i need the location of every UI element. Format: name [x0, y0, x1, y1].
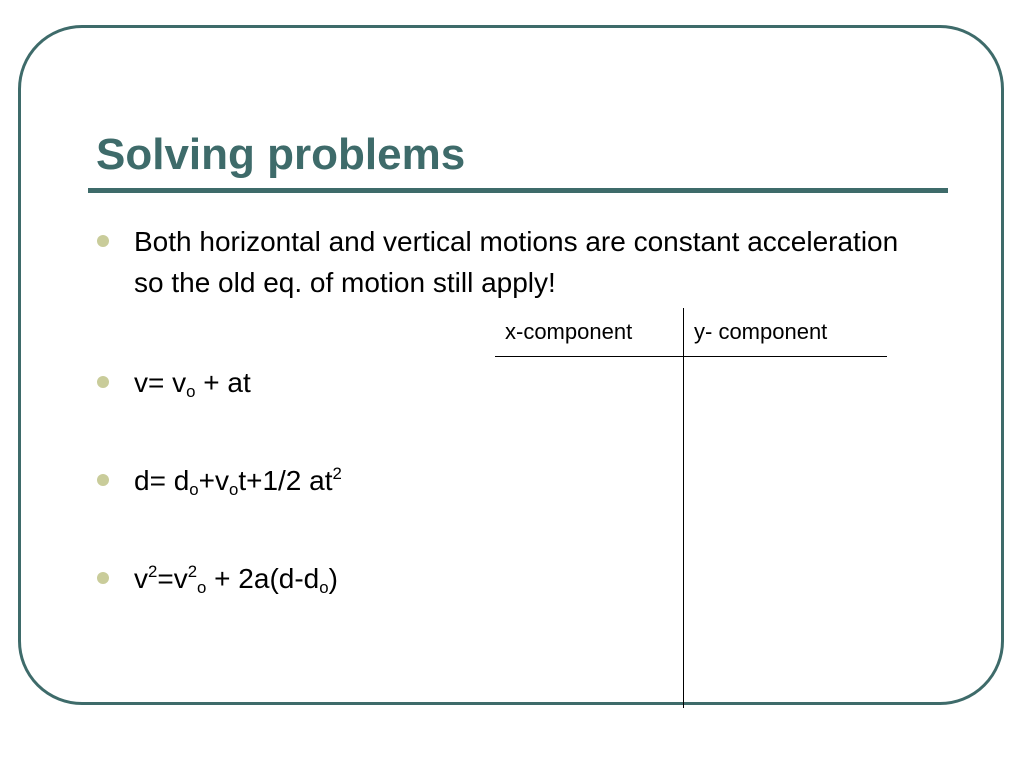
eq-subscript: o: [197, 578, 207, 598]
eq-term: +v: [198, 465, 229, 496]
eq-term: d: [134, 465, 150, 496]
bullet-dot-icon: [97, 235, 109, 247]
eq-subscript: o: [186, 382, 196, 402]
equation-velocity-squared: [134, 562, 338, 598]
equation-velocity: [134, 367, 251, 402]
eq-term: ): [328, 563, 338, 594]
table-header-x-component: x-component: [505, 319, 633, 344]
bullet-item-velocity-squared-equation: [134, 558, 338, 599]
bullet-dot-icon: [97, 376, 109, 388]
bullet-item-displacement-equation: [134, 460, 342, 501]
bullet-item-velocity-equation: [134, 362, 251, 403]
eq-term: t+1/2 at: [238, 465, 333, 496]
table-column-divider: [683, 308, 684, 708]
eq-term: v: [134, 367, 148, 398]
eq-superscript: 2: [187, 562, 198, 582]
eq-subscript: o: [189, 480, 199, 500]
eq-term: = v: [148, 367, 187, 398]
slide-title: Solving problems: [96, 130, 466, 179]
bullet-item-intro: [134, 221, 904, 303]
eq-superscript: 2: [148, 562, 158, 582]
table-header-divider: [495, 356, 887, 357]
equation-displacement: [134, 464, 342, 500]
eq-superscript: 2: [332, 464, 342, 484]
eq-term: = d: [149, 465, 190, 496]
title-underline: [88, 188, 948, 193]
table-header-y-component: y- component: [694, 319, 828, 344]
eq-term: v: [134, 563, 148, 594]
bullet-text: Both horizontal and vertical motions are constant acceleration so the old eq. of motion still apply!: [134, 226, 899, 298]
eq-subscript: o: [319, 578, 329, 598]
eq-subscript: o: [228, 480, 239, 500]
bullet-dot-icon: [97, 474, 109, 486]
eq-term: =v: [157, 563, 188, 594]
bullet-dot-icon: [97, 572, 109, 584]
eq-term: + at: [195, 367, 251, 398]
eq-term: + 2a(d-d: [206, 563, 320, 594]
